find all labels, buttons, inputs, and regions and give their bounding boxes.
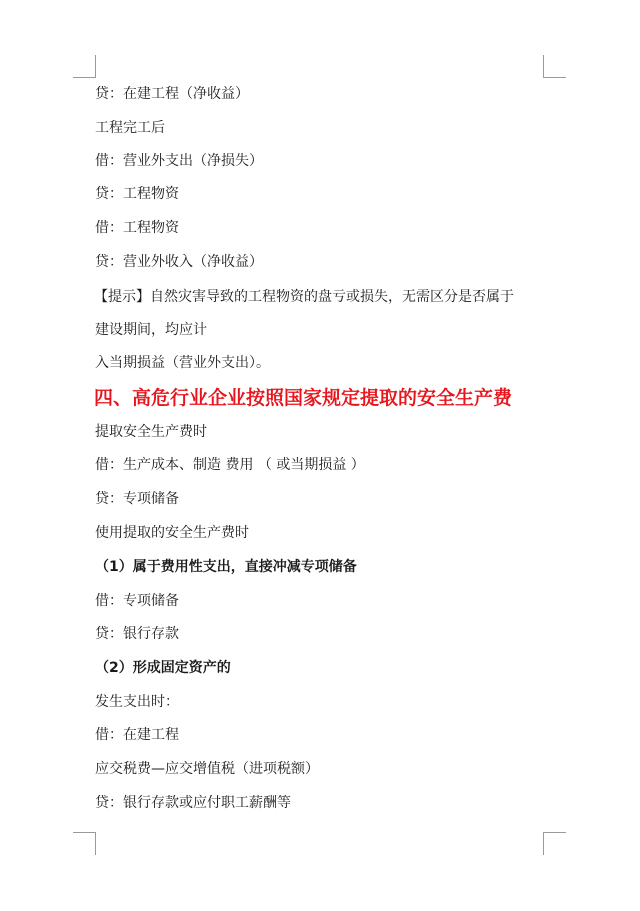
section-heading: 四、高危行业企业按照国家规定提取的安全生产费 [94,387,513,409]
subheading-fixed-assets: （2）形成固定资产的 [95,660,231,676]
page-corner-mark-bottom-left [73,832,96,855]
text-line-when-incurred: 发生支出时： [95,694,179,710]
text-line-accrue-safety-fee: 提取安全生产费时 [95,424,207,440]
text-line-debit-materials: 借：工程物资 [95,220,179,236]
text-line-vat-input: 应交税费—应交增值税（进项税额） [95,761,319,777]
text-line-debit-special-reserve: 借：专项储备 [95,593,179,609]
page-corner-mark-bottom-right [543,832,566,855]
page-corner-mark-top-right [543,55,566,78]
text-line-credit-bank-or-payroll: 贷：银行存款或应付职工薪酬等 [95,795,291,811]
text-line-tip: 【提示】自然灾害导致的工程物资的盘亏或损失，无需区分是否属于 [94,289,514,305]
text-line-credit-construction: 贷：在建工程（净收益） [95,86,249,102]
text-line-credit-non-operating-income: 贷：营业外收入（净收益） [95,254,263,270]
text-line-credit-special-reserve: 贷：专项储备 [95,491,179,507]
text-line-debit-production-cost: 借：生产成本、制造 费用 （ 或当期损益 ） [95,457,365,473]
text-line-credit-materials: 贷：工程物资 [95,186,179,202]
text-line-debit-construction: 借：在建工程 [95,727,179,743]
text-line-tip-end: 入当期损益（营业外支出）。 [95,355,270,371]
subheading-expense-type: （1）属于费用性支出，直接冲减专项储备 [95,559,357,575]
page-corner-mark-top-left [73,55,96,78]
text-line-tip-continued: 建设期间，均应计 [95,322,207,338]
text-line-after-completion: 工程完工后 [95,120,165,136]
text-line-debit-non-operating-expense: 借：营业外支出（净损失） [95,153,263,169]
text-line-use-safety-fee: 使用提取的安全生产费时 [95,525,249,541]
text-line-credit-bank-deposit: 贷：银行存款 [95,626,179,642]
